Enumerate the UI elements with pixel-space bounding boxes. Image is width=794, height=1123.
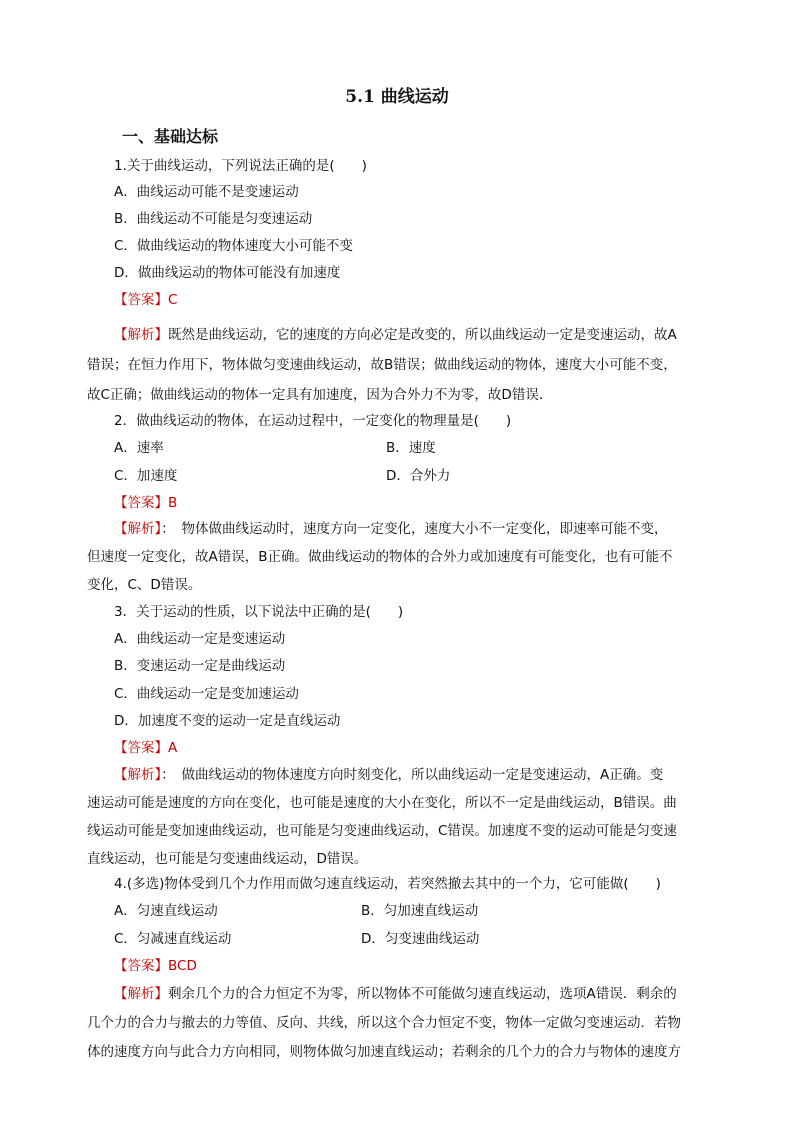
q4-analysis-line-2: 几个力的合力与撤去的力等值、反向、共线，所以这个合力恒定不变，物体一定做匀变速运动．若物	[87, 1015, 681, 1031]
analysis-tag: 【解析】	[114, 767, 162, 783]
q3-option-a: A．曲线运动一定是变速运动	[114, 631, 286, 647]
q2-option-a: A．速率	[114, 440, 164, 456]
q1-option-d: D．做曲线运动的物体可能没有加速度	[114, 265, 341, 281]
q1-answer-value: C	[168, 292, 178, 308]
q3-analysis-text-1: ： 做曲线运动的物体速度方向时刻变化，所以曲线运动一定是变速运动，A正确。变	[161, 767, 664, 783]
answer-tag: 【答案】	[114, 495, 168, 511]
question-2-stem: 2．做曲线运动的物体，在运动过程中，一定变化的物理量是( )	[114, 413, 512, 429]
q2-option-d: D．合外力	[386, 468, 451, 484]
q2-analysis-line-2: 但速度一定变化，故A错误，B正确。做曲线运动的物体的合外力或加速度有可能变化，也有可能不	[87, 549, 673, 565]
q3-analysis-line-1	[114, 765, 663, 785]
q3-analysis-line-2: 速运动可能是速度的方向在变化，也可能是速度的大小在变化，所以不一定是曲线运动，B错误。曲	[87, 795, 677, 811]
q4-option-b: B．匀加速直线运动	[361, 903, 479, 919]
q1-answer	[114, 290, 177, 310]
page-title: 5.1 曲线运动	[345, 87, 449, 107]
q2-analysis-text-1: ： 物体做曲线运动时，速度方向一定变化，速度大小不一定变化，即速率可能不变，	[161, 521, 668, 537]
q3-option-d: D．加速度不变的运动一定是直线运动	[114, 713, 341, 729]
q1-option-b: B．曲线运动不可能是匀变速运动	[114, 211, 313, 227]
q4-analysis-text-1: 剩余几个力的合力恒定不为零，所以物体不可能做匀速直线运动，选项A错误．剩余的	[168, 986, 677, 1002]
answer-tag: 【答案】	[114, 740, 168, 756]
q1-analysis-line-2: 错误；在恒力作用下，物体做匀变速曲线运动，故B错误；做曲线运动的物体，速度大小可能不变，	[87, 357, 677, 373]
question-3-stem: 3．关于运动的性质，以下说法中正确的是( )	[114, 604, 404, 620]
q2-answer-value: B	[168, 495, 178, 511]
q4-option-a: A．匀速直线运动	[114, 903, 218, 919]
section-heading: 一、基础达标	[122, 127, 219, 146]
q2-option-c: C．加速度	[114, 468, 178, 484]
q4-answer	[114, 956, 197, 976]
analysis-tag: 【解析】	[114, 986, 168, 1002]
q1-analysis-line-1	[114, 325, 677, 345]
q3-analysis-line-4: 直线运动，也可能是匀变速曲线运动，D错误。	[87, 851, 368, 867]
q2-option-b: B．速度	[386, 440, 436, 456]
q1-option-c: C．做曲线运动的物体速度大小可能不变	[114, 238, 353, 254]
q3-analysis-line-3: 线运动可能是变加速曲线运动，也可能是匀变速曲线运动，C错误。加速度不变的运动可能是匀变速	[87, 823, 677, 839]
q4-option-d: D．匀变速曲线运动	[361, 931, 480, 947]
q2-analysis-line-1	[114, 519, 668, 539]
q4-answer-value: BCD	[168, 958, 197, 974]
answer-tag: 【答案】	[114, 958, 168, 974]
q3-answer-value: A	[168, 740, 178, 756]
q3-option-c: C．曲线运动一定是变加速运动	[114, 686, 299, 702]
question-1-stem: 1.关于曲线运动，下列说法正确的是( )	[114, 158, 367, 174]
analysis-tag: 【解析】	[114, 327, 168, 343]
q2-analysis-line-3: 变化，C、D错误。	[87, 577, 202, 593]
answer-tag: 【答案】	[114, 292, 168, 308]
q3-answer	[114, 738, 177, 758]
q2-answer	[114, 493, 177, 513]
q3-option-b: B．变速运动一定是曲线运动	[114, 658, 286, 674]
q1-analysis-text-1: 既然是曲线运动，它的速度的方向必定是改变的，所以曲线运动一定是变速运动，故A	[168, 327, 677, 343]
analysis-tag: 【解析】	[114, 521, 162, 537]
q4-analysis-line-1	[114, 984, 677, 1004]
q1-analysis-line-3: 故C正确；做曲线运动的物体一定具有加速度，因为合外力不为零，故D错误．	[87, 387, 553, 403]
q1-option-a: A．曲线运动可能不是变速运动	[114, 184, 299, 200]
q4-option-c: C．匀减速直线运动	[114, 931, 232, 947]
q4-analysis-line-3: 体的速度方向与此合力方向相同，则物体做匀加速直线运动；若剩余的几个力的合力与物体的速度方	[87, 1044, 681, 1060]
question-4-stem: 4.(多选)物体受到几个力作用而做匀速直线运动，若突然撤去其中的一个力，它可能做( )	[114, 876, 661, 892]
